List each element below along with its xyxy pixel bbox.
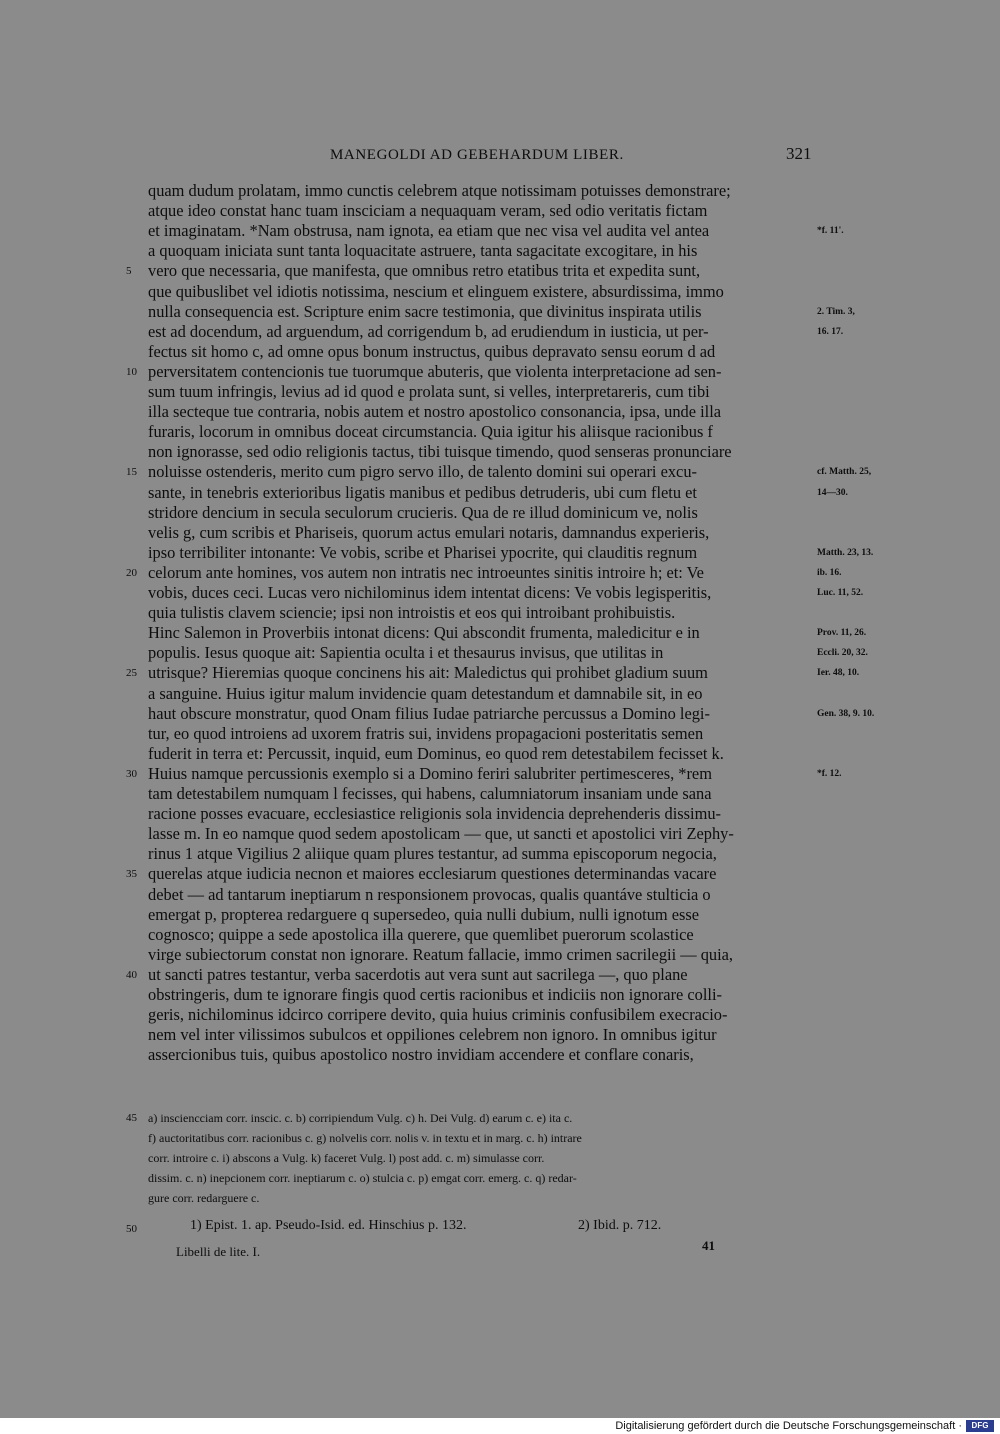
text-line: assercionibus tuis, quibus apostolico nostro invidiam accendere et conflare conaris, xyxy=(148,1045,694,1065)
text-line: perversitatem contencionis tue tuorumque abuteris, que violenta interpretacione ad sen- xyxy=(148,361,722,381)
margin-reference: *f. 11'. xyxy=(817,226,844,237)
footer-bar xyxy=(0,1418,1000,1434)
text-line: que quibuslibet vel idiotis notissima, nescium et elinguem existere, absurdissima, immo xyxy=(148,281,724,301)
text-line: ipso terribiliter intonante: Ve vobis, scribe et Pharisei ypocrite, qui clauditis regnum xyxy=(148,542,698,562)
text-line: celorum ante homines, vos autem non intratis nec introeuntes sinitis introire h; et: Ve xyxy=(148,562,704,582)
text-line: tur, eo quod introiens ad uxorem fratris sui, invidens propagacioni posteritatis semen xyxy=(148,723,704,743)
line-number: 5 xyxy=(126,265,132,278)
text-line: racione posses evacuare, ecclesiastice religionis sola invidencia deprehenderis dissimu- xyxy=(148,804,721,824)
text-line: quam dudum prolatam, immo cunctis celebrem atque notissimam potuisses demonstrare; xyxy=(148,181,731,200)
footnote-line: corr. introire c. i) abscons a Vulg. k) faceret Vulg. l) post add. c. m) simulasse corr. xyxy=(148,1151,545,1165)
text-line: Huius namque percussionis exemplo si a Domino feriri salubriter pertimesceres, *rem xyxy=(148,763,712,783)
line-number: 15 xyxy=(126,466,137,479)
line-number: 25 xyxy=(126,667,137,680)
text-line: non ignorasse, sed odio religionis tactus, tibi tuisque timendo, quod senseras pronunciare xyxy=(148,442,732,462)
text-line: virge subiectorum constat non ignorare. Reatum fallacie, immo crimen sacrilegii — quia, xyxy=(148,944,734,964)
text-line: a quoquam iniciata sunt tanta loquacitate astruere, tanta sagacitate excogitare, in his xyxy=(148,241,698,261)
footnote-line: dissim. c. n) inepcionem corr. ineptiarum c. o) stulcia c. p) emgat corr. emerg. c. q) redar- xyxy=(148,1171,577,1185)
text-line: atque ideo constat hanc tuam insciciam a nequaquam veram, sed odio veritatis fictam xyxy=(148,201,708,221)
source-line-number: 50 xyxy=(126,1223,137,1235)
margin-reference: Eccli. 20, 32. xyxy=(817,648,868,659)
text-line: stridore dencium in secula seculorum crucieris. Qua de re illud dominicum ve, nolis xyxy=(148,502,698,522)
text-line: furaris, locorum in omnibus doceat circumstancia. Quia igitur his aliisque racionibus f xyxy=(148,422,713,442)
text-line: emergat p, propterea redarguere q supersedeo, quia nulli dubium, nulli ignotum esse xyxy=(148,904,700,924)
margin-reference: ib. 16. xyxy=(817,567,842,578)
line-number: 30 xyxy=(126,767,137,780)
dfg-logo: DFG xyxy=(966,1420,994,1432)
margin-reference: cf. Matth. 25, xyxy=(817,467,872,478)
margin-reference: Gen. 38, 9. 10. xyxy=(817,708,875,719)
text-line: utrisque? Hieremias quoque concinens his ait: Maledictus qui prohibet gladium suum xyxy=(148,663,708,683)
text-line: a sanguine. Huius igitur malum invidencie quam detestandum et damnabile sit, in eo xyxy=(148,683,703,703)
text-line: vero que necessaria, que manifesta, que omnibus retro etatibus trita et expedita sunt, xyxy=(148,261,701,281)
source-note-1: 1) Epist. 1. ap. Pseudo-Isid. ed. Hinschius p. 132. xyxy=(190,1218,467,1233)
margin-reference: Ier. 48, 10. xyxy=(817,668,860,679)
text-line: est ad docendum, ad arguendum, ad corrigendum b, ad erudiendum in iusticia, ut per- xyxy=(148,321,709,341)
text-line: rinus 1 atque Vigilius 2 aliique quam plures testantur, ad summa episcoporum negocia, xyxy=(148,844,717,864)
text-line: sante, in tenebris exterioribus ligatis manibus et pedibus detruderis, ubi cum fletu et xyxy=(148,482,697,502)
line-number: 10 xyxy=(126,365,137,378)
text-line: sum tuum infringis, levius ad id quod e prolata sunt, si velles, interpretareris, cum tibi xyxy=(148,382,710,401)
line-number: 40 xyxy=(126,968,137,981)
text-line: noluisse ostenderis, merito cum pigro servo illo, de talento domini sui operari excu- xyxy=(148,462,697,482)
text-line: et imaginatam. *Nam obstrusa, nam ignota, ea etiam que nec visa vel audita vel antea xyxy=(148,221,710,241)
text-line: nulla consequencia est. Scripture enim sacre testimonia, que divinitus inspirata utilis xyxy=(148,301,702,321)
margin-reference: 14—30. xyxy=(817,487,848,498)
text-line: quia tulistis clavem sciencie; ipsi non introistis et eos qui introibant prohibuistis. xyxy=(148,603,676,623)
text-line: lasse m. In eo namque quod sedem apostolicam — que, ut sancti et apostolici viri Zephy- xyxy=(148,824,734,844)
funding-credit: Digitalisierung gefördert durch die Deutsche Forschungsgemeinschaft · xyxy=(615,1420,962,1432)
line-number: 20 xyxy=(126,566,137,579)
text-line: nem vel inter vilissimos subulcos et oppiliones celebrem non ignoro. In omnibus igitur xyxy=(148,1025,717,1045)
text-line: ut sancti patres testantur, verba sacerdotis aut vera sunt aut sacrilega —, quo plane xyxy=(148,964,688,984)
signature-number: 41 xyxy=(702,1238,715,1253)
text-line: vobis, duces ceci. Lucas vero nichilominus idem intentat dicens: Ve vobis legisperitis, xyxy=(148,583,712,602)
text-line: populis. Iesus quoque ait: Sapientia oculta i et thesaurus invisus, que utilitas in xyxy=(148,643,664,663)
text-line: fectus sit homo c, ad omne opus bonum instructus, quibus depravato sensu eorum d ad xyxy=(148,341,716,361)
margin-reference: Luc. 11, 52. xyxy=(817,588,864,598)
signature-text: Libelli de lite. I. xyxy=(176,1244,261,1259)
text-line: velis g, cum scribis et Phariseis, quorum actus emulari notaris, damnandus experieris, xyxy=(148,522,710,542)
running-head: MANEGOLDI AD GEBEHARDUM LIBER. xyxy=(330,147,624,163)
margin-reference: Prov. 11, 26. xyxy=(817,628,867,639)
margin-reference: Matth. 23, 13. xyxy=(817,547,874,558)
footnote-line: gure corr. redarguere c. xyxy=(148,1191,260,1205)
text-line: debet — ad tantarum ineptiarum n responsionem provocas, qualis quantáve stulticia o xyxy=(148,884,711,904)
text-line: Hinc Salemon in Proverbiis intonat dicens: Qui abscondit frumenta, maledicitur e in xyxy=(148,623,700,643)
footnote-line: a) insciencciam corr. inscic. c. b) corripiendum Vulg. c) h. Dei Vulg. d) earum c. e) ita c. xyxy=(148,1111,573,1125)
text-line: tam detestabilem numquam l fecisses, qui habens, calumniatorum insaniam unde sana xyxy=(148,784,712,803)
margin-reference: 16. 17. xyxy=(817,326,844,337)
margin-reference: *f. 12. xyxy=(817,768,842,779)
page-number: 321 xyxy=(786,144,812,163)
text-line: cognosco; quippe a sede apostolica illa querere, que quemlibet puerorum scolastice xyxy=(148,924,694,944)
text-line: obstringeris, dum te ignorare fingis quod certis racionibus et indiciis non ignorare colli- xyxy=(148,985,722,1004)
source-note-2: 2) Ibid. p. 712. xyxy=(578,1218,662,1233)
margin-reference: 2. Tim. 3, xyxy=(817,306,855,317)
line-number: 35 xyxy=(126,868,137,881)
text-line: geris, nichilominus idcirco corripere devito, quia huius criminis confusibilem execracio- xyxy=(148,1005,728,1025)
text-line: haut obscure monstratur, quod Onam filius Iudae patriarche percussus a Domino legi- xyxy=(148,703,710,723)
text-line: fuderit in terra et: Percussit, inquid, eum Dominus, eo quod rem detestabilem fecisset k. xyxy=(148,743,724,763)
text-line: querelas atque iudicia necnon et maiores ecclesiarum questiones determinandas vacare xyxy=(148,864,717,884)
footnote-line-number: 45 xyxy=(126,1112,137,1124)
footnote-line: f) auctoritatibus corr. racionibus c. g) nolvelis corr. nolis v. in textu et in marg. c. h) intrare xyxy=(148,1131,582,1145)
text-line: illa secteque tue contraria, nobis autem et nostro apostolico consonancia, ipsa, unde illa xyxy=(148,402,722,422)
